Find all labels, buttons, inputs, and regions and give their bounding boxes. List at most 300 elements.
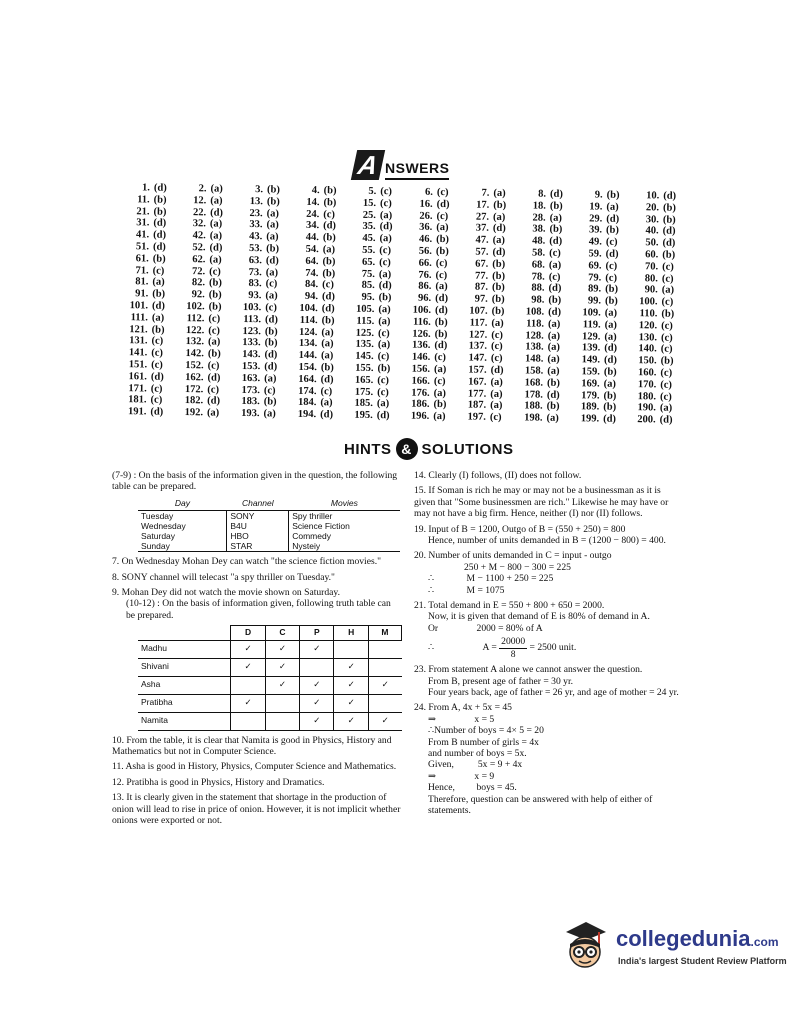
answer-number: 111. bbox=[130, 311, 148, 324]
answer-item bbox=[571, 272, 628, 285]
answer-number: 54. bbox=[305, 243, 319, 256]
logo-brand: collegedunia bbox=[616, 926, 751, 951]
answer-item bbox=[571, 307, 628, 320]
answer-item bbox=[457, 329, 514, 342]
answer-item bbox=[343, 362, 400, 375]
answer-item bbox=[290, 185, 347, 198]
answer-item bbox=[403, 198, 460, 211]
answer-option: (a) bbox=[376, 398, 390, 410]
answer-item bbox=[458, 293, 515, 306]
answer-item bbox=[401, 304, 458, 317]
answer-number: 96. bbox=[417, 292, 432, 305]
answer-option: (b) bbox=[151, 324, 165, 336]
answer-item bbox=[572, 224, 629, 237]
answer-number: 108. bbox=[525, 306, 545, 318]
answer-option: (b) bbox=[436, 234, 450, 246]
table-cell: Pratibha bbox=[138, 694, 231, 712]
answer-option: (b) bbox=[662, 214, 676, 226]
check-mark: ✓ bbox=[368, 676, 401, 694]
answer-item bbox=[626, 391, 683, 404]
answer-item bbox=[514, 318, 571, 331]
answer-item bbox=[514, 330, 571, 343]
answer-item bbox=[345, 280, 402, 293]
answer-option: (b) bbox=[266, 243, 280, 255]
answer-option: (d) bbox=[490, 364, 504, 376]
answer-item bbox=[456, 400, 513, 413]
answer-number: 77. bbox=[474, 270, 489, 282]
answer-item bbox=[287, 338, 344, 351]
answer-number: 49. bbox=[588, 236, 602, 248]
answer-item bbox=[400, 387, 457, 400]
answer-item bbox=[346, 209, 403, 222]
answer-number: 83. bbox=[248, 278, 262, 290]
answer-item bbox=[119, 229, 176, 242]
answer-item bbox=[572, 213, 629, 226]
answer-item bbox=[627, 355, 684, 368]
answer-option: (d) bbox=[323, 220, 337, 232]
solution-21-lhs: A = bbox=[482, 642, 497, 654]
answer-number: 156. bbox=[411, 363, 431, 375]
answer-item bbox=[230, 384, 287, 397]
answer-item bbox=[456, 388, 513, 401]
solution-10: 10. From the table, it is clear that Namita is good in Physics, History and Mathematics but not in Computer Science. bbox=[112, 734, 392, 758]
answer-item bbox=[345, 256, 402, 269]
answer-number: 22. bbox=[192, 206, 207, 218]
check-mark bbox=[368, 640, 401, 658]
answer-item bbox=[629, 225, 686, 238]
solution-21-rhs: = 2500 unit. bbox=[529, 642, 577, 654]
answer-number: 12. bbox=[193, 194, 207, 207]
answer-option: (d) bbox=[605, 248, 619, 260]
answer-number: 6. bbox=[424, 186, 433, 198]
table-cell: B4U bbox=[227, 521, 289, 531]
answer-item bbox=[515, 247, 572, 260]
check-mark: ✓ bbox=[300, 694, 334, 712]
answer-number: 51. bbox=[135, 241, 150, 253]
answer-item bbox=[233, 184, 290, 197]
answer-item bbox=[513, 377, 570, 390]
answer-item bbox=[176, 183, 233, 196]
answer-option: (a) bbox=[151, 312, 165, 324]
answer-number: 182. bbox=[184, 395, 204, 407]
truth-table-header: D bbox=[231, 626, 265, 640]
answer-number: 79. bbox=[588, 271, 602, 284]
answer-option: (a) bbox=[604, 319, 617, 331]
answer-item bbox=[230, 373, 287, 386]
answer-item bbox=[570, 354, 627, 367]
answer-item bbox=[570, 378, 627, 391]
answer-item bbox=[400, 363, 457, 376]
answer-number: 130. bbox=[638, 331, 658, 344]
answer-number: 39. bbox=[588, 224, 603, 236]
answer-number: 143. bbox=[242, 349, 261, 361]
solution-20-line2: 250 + M − 800 − 300 = 225 bbox=[464, 561, 571, 573]
answer-number: 139. bbox=[581, 342, 601, 354]
answer-item bbox=[176, 206, 233, 219]
answer-item bbox=[344, 327, 401, 340]
answer-item bbox=[344, 351, 401, 364]
answer-item bbox=[117, 347, 174, 360]
table-cell: Tuesday bbox=[141, 511, 174, 522]
answer-option: (c) bbox=[605, 236, 618, 249]
answer-number: 13. bbox=[249, 195, 263, 208]
answer-option: (b) bbox=[491, 294, 505, 306]
solution-23-line2: From B, present age of father = 30 yr. bbox=[428, 675, 574, 687]
answer-number: 76. bbox=[418, 269, 432, 281]
solution-23-line3: Four years back, age of father = 26 yr, and age of mother = 24 yr. bbox=[428, 686, 679, 698]
answer-number: 60. bbox=[645, 249, 659, 261]
answer-option: (c) bbox=[207, 360, 220, 372]
answer-item bbox=[288, 291, 345, 304]
answer-item bbox=[230, 396, 287, 409]
answer-number: 141. bbox=[128, 347, 148, 359]
check-mark: ✓ bbox=[231, 658, 265, 676]
answer-option: (d) bbox=[379, 221, 393, 233]
answer-item bbox=[117, 383, 174, 396]
answer-item bbox=[457, 341, 514, 354]
answer-number: 122. bbox=[185, 324, 205, 336]
answer-option: (c) bbox=[209, 265, 221, 278]
answer-number: 80. bbox=[644, 272, 659, 285]
answer-item bbox=[346, 186, 403, 199]
answer-item bbox=[287, 362, 344, 375]
answer-option: (b) bbox=[491, 305, 505, 318]
answer-number: 66. bbox=[418, 257, 432, 269]
answer-number: 175. bbox=[354, 386, 374, 398]
answer-number: 45. bbox=[362, 233, 376, 245]
answer-item bbox=[516, 200, 573, 213]
answer-option: (c) bbox=[436, 186, 449, 199]
answer-option: (b) bbox=[434, 316, 448, 328]
answer-number: 128. bbox=[525, 329, 544, 342]
answer-number: 124. bbox=[299, 326, 318, 338]
answer-option: (b) bbox=[264, 337, 278, 349]
answer-item bbox=[569, 401, 626, 414]
answer-number: 114. bbox=[299, 314, 318, 326]
answer-item bbox=[289, 196, 346, 209]
answer-number: 69. bbox=[588, 260, 602, 272]
answer-option: (a) bbox=[320, 397, 333, 409]
answer-item bbox=[401, 316, 458, 329]
answer-number: 59. bbox=[588, 248, 602, 260]
answer-number: 129. bbox=[581, 330, 601, 343]
answer-option: (c) bbox=[263, 384, 276, 397]
answer-option: (b) bbox=[322, 255, 336, 268]
answer-number: 84. bbox=[304, 279, 319, 291]
collegedunia-logo bbox=[560, 918, 788, 978]
answer-number: 70. bbox=[644, 261, 659, 273]
answer-item bbox=[513, 401, 570, 414]
answer-option: (c) bbox=[320, 385, 333, 397]
answer-item bbox=[514, 342, 571, 355]
answer-number: 174. bbox=[298, 385, 317, 397]
truth-table-header: P bbox=[300, 626, 334, 640]
answer-option: (d) bbox=[603, 354, 617, 366]
answer-item bbox=[345, 292, 402, 305]
answer-item bbox=[231, 290, 288, 303]
solution-13: 13. It is clearly given in the statement that shortage in the production of onion will lead to rise in price of onion. However, it is not implicit whether onions were exported or not. bbox=[112, 792, 401, 827]
table-cell: Namita bbox=[138, 712, 231, 730]
table-cell: Sunday bbox=[138, 541, 227, 552]
answer-item bbox=[119, 206, 176, 219]
answer-item bbox=[513, 365, 570, 378]
answer-item bbox=[288, 279, 345, 292]
answer-item bbox=[344, 304, 401, 317]
answer-option: (b) bbox=[662, 202, 676, 214]
answer-option: (b) bbox=[661, 308, 675, 320]
answer-number: 154. bbox=[298, 361, 317, 374]
answer-number: 149. bbox=[581, 354, 601, 366]
answer-option: (b) bbox=[491, 282, 505, 294]
answer-item bbox=[402, 245, 459, 258]
answer-number: 171. bbox=[128, 382, 147, 394]
answer-number: 192. bbox=[184, 407, 204, 419]
answer-number: 185. bbox=[354, 398, 374, 410]
answer-option: (c) bbox=[661, 273, 674, 285]
answer-option: (c) bbox=[548, 271, 561, 283]
answer-number: 180. bbox=[637, 390, 657, 402]
answers-heading-text: NSWERS bbox=[385, 160, 449, 180]
answer-item bbox=[175, 289, 232, 302]
answer-option: (a) bbox=[379, 233, 392, 245]
answer-option: (d) bbox=[321, 291, 335, 303]
answer-item bbox=[571, 295, 628, 308]
answer-number: 41. bbox=[135, 229, 150, 241]
answer-number: 40. bbox=[645, 225, 659, 237]
answer-option: (d) bbox=[151, 300, 165, 312]
answer-option: (d) bbox=[320, 409, 334, 421]
answer-option: (d) bbox=[659, 414, 673, 426]
answer-option: (b) bbox=[606, 189, 620, 201]
solution-7: 7. On Wednesday Mohan Dey can watch "the science fiction movies." bbox=[112, 556, 382, 568]
answer-option: (c) bbox=[489, 411, 502, 424]
answer-item bbox=[402, 234, 459, 247]
answer-option: (d) bbox=[153, 182, 167, 194]
answer-number: 26. bbox=[419, 210, 433, 222]
answer-option: (a) bbox=[322, 244, 336, 256]
answer-number: 184. bbox=[297, 397, 317, 409]
table-row bbox=[138, 531, 400, 541]
answer-number: 27. bbox=[475, 211, 490, 223]
answer-item bbox=[343, 398, 400, 411]
answer-number: 148. bbox=[524, 353, 544, 365]
answer-item bbox=[570, 331, 627, 344]
answer-option: (d) bbox=[207, 372, 221, 384]
answer-option: (c) bbox=[435, 269, 448, 281]
answer-number: 17. bbox=[476, 199, 490, 211]
answer-option: (b) bbox=[266, 196, 280, 208]
answer-number: 115. bbox=[356, 315, 375, 327]
answer-option: (c) bbox=[377, 351, 390, 363]
answer-number: 72. bbox=[191, 265, 206, 277]
solution-12: 12. Pratibha is good in Physics, History and Dramatics. bbox=[112, 776, 325, 788]
answer-number: 99. bbox=[587, 295, 602, 307]
solution-24-line4: From B number of girls = 4x bbox=[428, 736, 539, 748]
answer-option: (d) bbox=[210, 207, 224, 219]
day-channel-movies-table bbox=[138, 497, 400, 552]
answer-number: 158. bbox=[524, 365, 544, 377]
answer-number: 71. bbox=[135, 264, 149, 277]
answer-number: 102. bbox=[186, 301, 205, 313]
answer-item bbox=[627, 332, 684, 345]
answer-item bbox=[402, 210, 459, 223]
answer-option: (b) bbox=[493, 199, 507, 211]
check-mark bbox=[231, 712, 265, 730]
answer-item bbox=[628, 273, 685, 286]
answer-item bbox=[118, 312, 175, 325]
answer-number: 107. bbox=[469, 305, 488, 317]
answer-number: 104. bbox=[299, 302, 318, 315]
answer-item bbox=[458, 246, 515, 259]
answer-option: (a) bbox=[379, 209, 393, 221]
answer-option: (a) bbox=[210, 195, 223, 207]
answer-number: 35. bbox=[362, 221, 376, 233]
answer-option: (d) bbox=[207, 395, 221, 407]
answer-number: 153. bbox=[241, 360, 261, 373]
answer-number: 18. bbox=[532, 200, 546, 212]
answer-option: (a) bbox=[266, 231, 279, 243]
solution-11: 11. Asha is good in History, Physics, Computer Science and Mathematics. bbox=[112, 761, 397, 773]
answer-number: 23. bbox=[249, 207, 263, 219]
answer-option: (a) bbox=[547, 342, 560, 354]
answer-item bbox=[572, 236, 629, 249]
answer-item bbox=[175, 277, 232, 290]
answer-number: 135. bbox=[355, 339, 374, 351]
answer-number: 155. bbox=[355, 362, 374, 374]
answer-option: (b) bbox=[549, 224, 563, 236]
solution-19-line2: Hence, number of units demanded in B = (1200 − 800) = 400. bbox=[428, 535, 666, 547]
answer-option: (b) bbox=[322, 267, 336, 279]
answer-option: (b) bbox=[378, 292, 392, 304]
answer-item bbox=[232, 231, 289, 244]
answer-option: (d) bbox=[320, 373, 334, 386]
ampersand-badge: & bbox=[396, 438, 418, 460]
answer-option: (a) bbox=[209, 218, 223, 231]
answer-number: 146. bbox=[411, 351, 431, 364]
answer-item bbox=[459, 187, 516, 200]
answer-option: (a) bbox=[264, 373, 277, 385]
answer-item bbox=[629, 202, 686, 215]
answer-option: (c) bbox=[151, 347, 164, 359]
answer-item bbox=[346, 197, 403, 210]
answer-option: (b) bbox=[604, 295, 618, 308]
answer-number: 136. bbox=[411, 339, 431, 352]
solution-23-line1: 23. From statement A alone we cannot answer the question. bbox=[414, 664, 643, 676]
answer-number: 53. bbox=[248, 243, 263, 255]
answer-number: 137. bbox=[468, 340, 488, 353]
answer-number: 43. bbox=[249, 231, 263, 243]
answer-number: 117. bbox=[469, 317, 488, 329]
answer-option: (d) bbox=[548, 306, 562, 318]
check-mark: ✓ bbox=[231, 640, 265, 658]
table-cell: Asha bbox=[138, 676, 231, 694]
answer-option: (a) bbox=[152, 276, 165, 289]
answer-number: 178. bbox=[524, 388, 543, 401]
answer-option: (d) bbox=[153, 217, 167, 230]
answer-item bbox=[627, 296, 684, 309]
answer-number: 88. bbox=[531, 282, 545, 295]
answer-option: (a) bbox=[378, 304, 391, 316]
answer-option: (c) bbox=[377, 327, 390, 339]
answer-item bbox=[288, 267, 345, 280]
answer-option: (a) bbox=[265, 266, 279, 279]
answer-number: 94. bbox=[304, 291, 319, 303]
answer-number: 147. bbox=[468, 352, 487, 364]
answer-number: 42. bbox=[192, 230, 206, 242]
table-cell: Spy thriller bbox=[289, 511, 400, 522]
answer-option: (d) bbox=[434, 340, 448, 352]
answer-option: (d) bbox=[662, 225, 676, 238]
answer-number: 166. bbox=[411, 375, 430, 387]
answers-heading-initial: A bbox=[351, 150, 385, 180]
table1-header: Channel bbox=[227, 497, 289, 511]
answer-option: (c) bbox=[208, 313, 221, 325]
table-row bbox=[138, 658, 402, 676]
answer-number: 65. bbox=[361, 256, 376, 268]
check-mark: ✓ bbox=[300, 676, 334, 694]
answer-option: (c) bbox=[661, 320, 673, 332]
answer-option: (c) bbox=[491, 329, 503, 341]
answer-item bbox=[514, 306, 571, 319]
answer-option: (a) bbox=[659, 402, 673, 415]
answer-item bbox=[399, 399, 456, 412]
answer-item bbox=[287, 350, 344, 363]
answer-number: 33. bbox=[249, 219, 263, 231]
answer-number: 186. bbox=[411, 398, 430, 411]
answer-option: (b) bbox=[322, 232, 336, 244]
answer-item bbox=[344, 315, 401, 328]
answer-number: 121. bbox=[129, 323, 148, 336]
answer-number: 150. bbox=[638, 355, 657, 367]
answer-number: 152. bbox=[185, 360, 204, 372]
answer-number: 29. bbox=[589, 212, 603, 225]
answer-option: (b) bbox=[662, 249, 676, 261]
check-mark: ✓ bbox=[265, 676, 299, 694]
answer-number: 50. bbox=[645, 237, 659, 249]
answer-item bbox=[459, 235, 516, 248]
answer-option: (a) bbox=[603, 378, 617, 390]
answer-option: (a) bbox=[490, 376, 503, 388]
answer-number: 73. bbox=[248, 266, 262, 278]
answer-option: (a) bbox=[547, 353, 560, 366]
answer-option: (d) bbox=[434, 304, 448, 317]
answer-number: 109. bbox=[582, 307, 601, 319]
answer-item bbox=[173, 395, 230, 408]
answer-number: 110. bbox=[639, 308, 658, 320]
answer-option: (d) bbox=[152, 241, 166, 253]
answer-option: (a) bbox=[436, 222, 449, 234]
answer-option: (a) bbox=[263, 408, 276, 420]
check-mark: ✓ bbox=[265, 640, 299, 658]
answer-option: (a) bbox=[209, 254, 222, 266]
answer-option: (a) bbox=[433, 387, 447, 399]
or-label: Or bbox=[428, 622, 439, 634]
answer-item bbox=[231, 314, 288, 327]
answer-number: 167. bbox=[468, 376, 487, 388]
answer-option: (d) bbox=[492, 223, 506, 235]
logo-domain: .com bbox=[750, 935, 779, 949]
answer-number: 8. bbox=[538, 188, 547, 200]
answer-number: 101. bbox=[129, 300, 149, 312]
answer-number: 193. bbox=[241, 408, 260, 420]
answer-option: (a) bbox=[490, 388, 503, 400]
answer-item bbox=[628, 237, 685, 250]
answer-number: 85. bbox=[361, 280, 375, 292]
answer-number: 163. bbox=[241, 372, 261, 384]
answer-number: 78. bbox=[531, 271, 545, 283]
answer-number: 19. bbox=[589, 201, 603, 213]
table-row bbox=[138, 712, 402, 730]
